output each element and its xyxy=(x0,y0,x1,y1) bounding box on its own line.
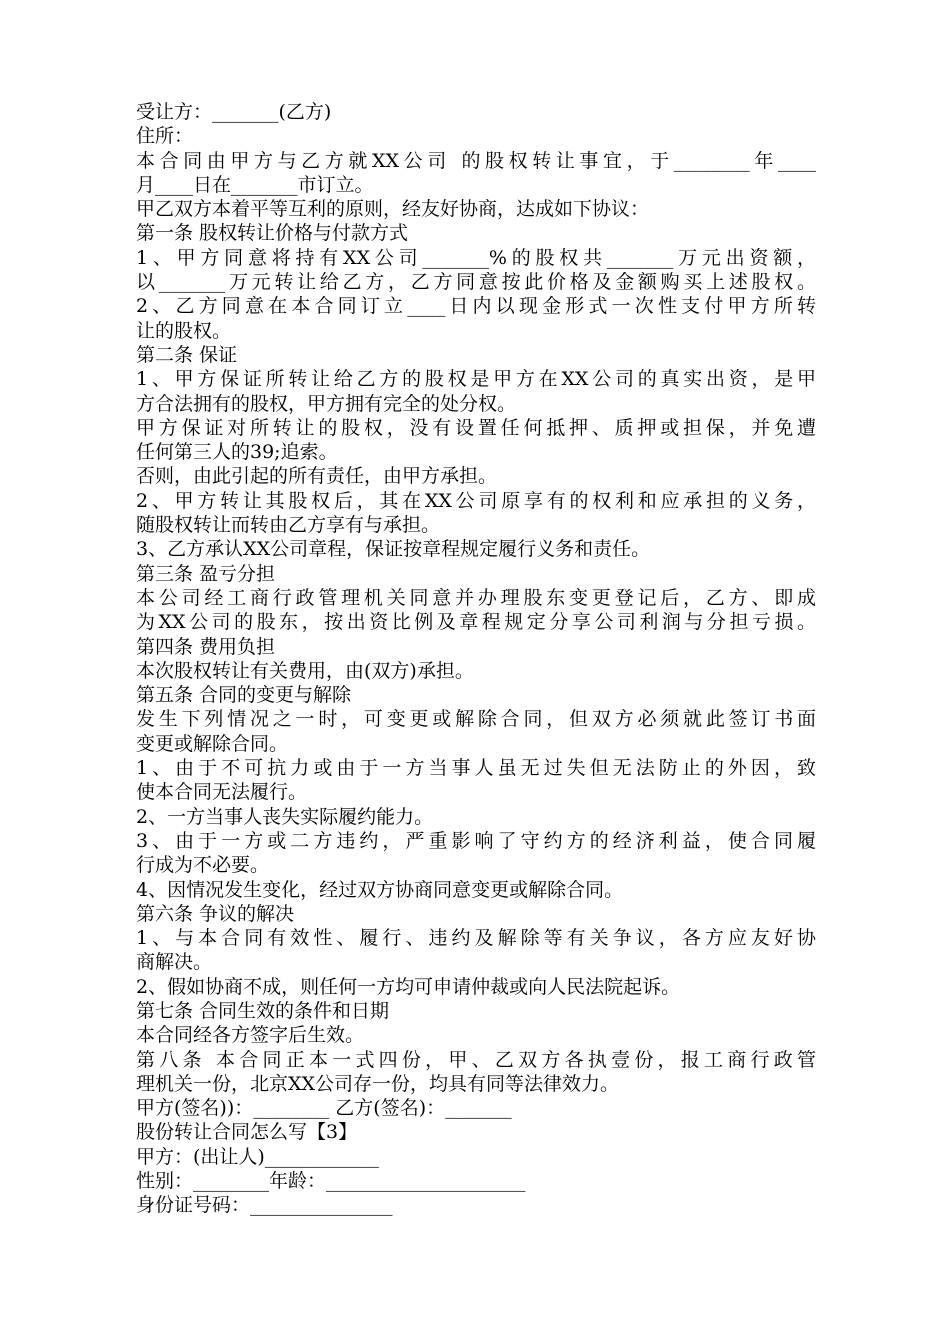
party-a-line: 甲方：(出让人)____________ xyxy=(136,1145,379,1168)
article-5-item-1-line-2: 使本合同无法履行。 xyxy=(136,781,308,804)
signature-line: 甲方(签名))：________ 乙方(签名)：_______ xyxy=(136,1097,512,1120)
article-5-item-2: 2、一方当事人丧失实际履约能力。 xyxy=(136,805,434,828)
article-5-intro-line-1: 发生下列情况之一时，可变更或解除合同，但双方必须就此签订书面 xyxy=(136,708,816,731)
article-2-item-1-line-1: 1、甲方保证所转让给乙方的股权是甲方在XX公司的真实出资，是甲 xyxy=(136,368,816,391)
article-5-intro-line-2: 变更或解除合同。 xyxy=(136,732,289,755)
article-2-guarantee-line-2: 任何第三人的39;追索。 xyxy=(136,441,338,464)
address-line: 住所： xyxy=(136,125,194,148)
article-5-item-3-line-2: 行成为不必要。 xyxy=(136,854,270,877)
article-5-item-1-line-1: 1、由于不可抗力或由于一方当事人虽无过失但无法防止的外因，致 xyxy=(136,757,816,780)
article-1-item-2-line-1: 2、乙方同意在本合同订立____日内以现金形式一次性支付甲方所转 xyxy=(136,295,816,318)
article-2-guarantee-line-1: 甲方保证对所转让的股权，没有设置任何抵押、质押或担保，并免遭 xyxy=(136,416,816,439)
id-number-line: 身份证号码：_______________ xyxy=(136,1194,393,1217)
intro-line-2: 月____日在_______市订立。 xyxy=(136,173,374,196)
article-2-item-2-line-2: 随股权转让而转由乙方享有与承担。 xyxy=(136,514,441,537)
article-1-item-2-line-2: 让的股权。 xyxy=(136,319,232,342)
article-8-line-1: 第八条 本合同正本一式四份，甲、乙双方各执壹份，报工商行政管 xyxy=(136,1048,816,1071)
contract-page xyxy=(136,100,816,1218)
agreement-line: 甲乙双方本着平等互利的原则，经友好协商，达成如下协议： xyxy=(136,198,650,221)
article-5-heading: 第五条 合同的变更与解除 xyxy=(136,684,352,707)
article-4-heading: 第四条 费用负担 xyxy=(136,635,276,658)
intro-line-1: 本合同由甲方与乙方就XX公司 的股权转让事宜，于________年____ xyxy=(136,149,816,172)
article-5-item-3-line-1: 3、由于一方或二方违约，严重影响了守约方的经济利益，使合同履 xyxy=(136,829,816,852)
article-3-line-2: 为XX公司的股东，按出资比例及章程规定分享公司利润与分担亏损。 xyxy=(136,611,816,634)
section-3-title: 股份转让合同怎么写【3】 xyxy=(136,1121,358,1144)
article-1-item-1-line-2: 以_______万元转让给乙方，乙方同意按此价格及金额购买上述股权。 xyxy=(136,271,816,294)
article-6-heading: 第六条 争议的解决 xyxy=(136,902,295,925)
article-1-heading: 第一条 股权转让价格与付款方式 xyxy=(136,222,409,245)
article-5-item-4: 4、因情况发生变化，经过双方协商同意变更或解除合同。 xyxy=(136,878,624,901)
article-1-item-1-line-1: 1、甲方同意将持有XX公司_______%的股权共_______万元出资额， xyxy=(136,246,816,269)
transferee-line: 受让方：_______(乙方) xyxy=(136,101,332,123)
article-3-line-1: 本公司经工商行政管理机关同意并办理股东变更登记后，乙方、即成 xyxy=(136,586,816,609)
article-6-item-1-line-2: 商解决。 xyxy=(136,951,213,974)
article-2-item-2-line-1: 2、甲方转让其股权后，其在XX公司原享有的权利和应承担的义务， xyxy=(136,489,816,512)
article-6-item-1-line-1: 1、与本合同有效性、履行、违约及解除等有关争议，各方应友好协 xyxy=(136,927,816,950)
article-7-line: 本合同经各方签字后生效。 xyxy=(136,1024,365,1047)
article-6-item-2: 2、假如协商不成，则任何一方均可申请仲裁或向人民法院起诉。 xyxy=(136,975,681,998)
article-2-heading: 第二条 保证 xyxy=(136,343,238,366)
gender-age-line: 性别：________年龄：_____________________ xyxy=(136,1170,526,1193)
article-4-line: 本次股权转让有关费用，由(双方)承担。 xyxy=(136,659,474,682)
article-2-liability-line: 否则，由此引起的所有责任，由甲方承担。 xyxy=(136,465,498,488)
article-3-heading: 第三条 盈亏分担 xyxy=(136,562,276,585)
article-2-item-1-line-2: 方合法拥有的股权，甲方拥有完全的处分权。 xyxy=(136,392,517,415)
article-8-line-2: 理机关一份，北京XX公司存一份，均具有同等法律效力。 xyxy=(136,1072,620,1095)
article-7-heading: 第七条 合同生效的条件和日期 xyxy=(136,999,390,1022)
article-2-item-3: 3、乙方承认XX公司章程，保证按章程规定履行义务和责任。 xyxy=(136,538,651,561)
